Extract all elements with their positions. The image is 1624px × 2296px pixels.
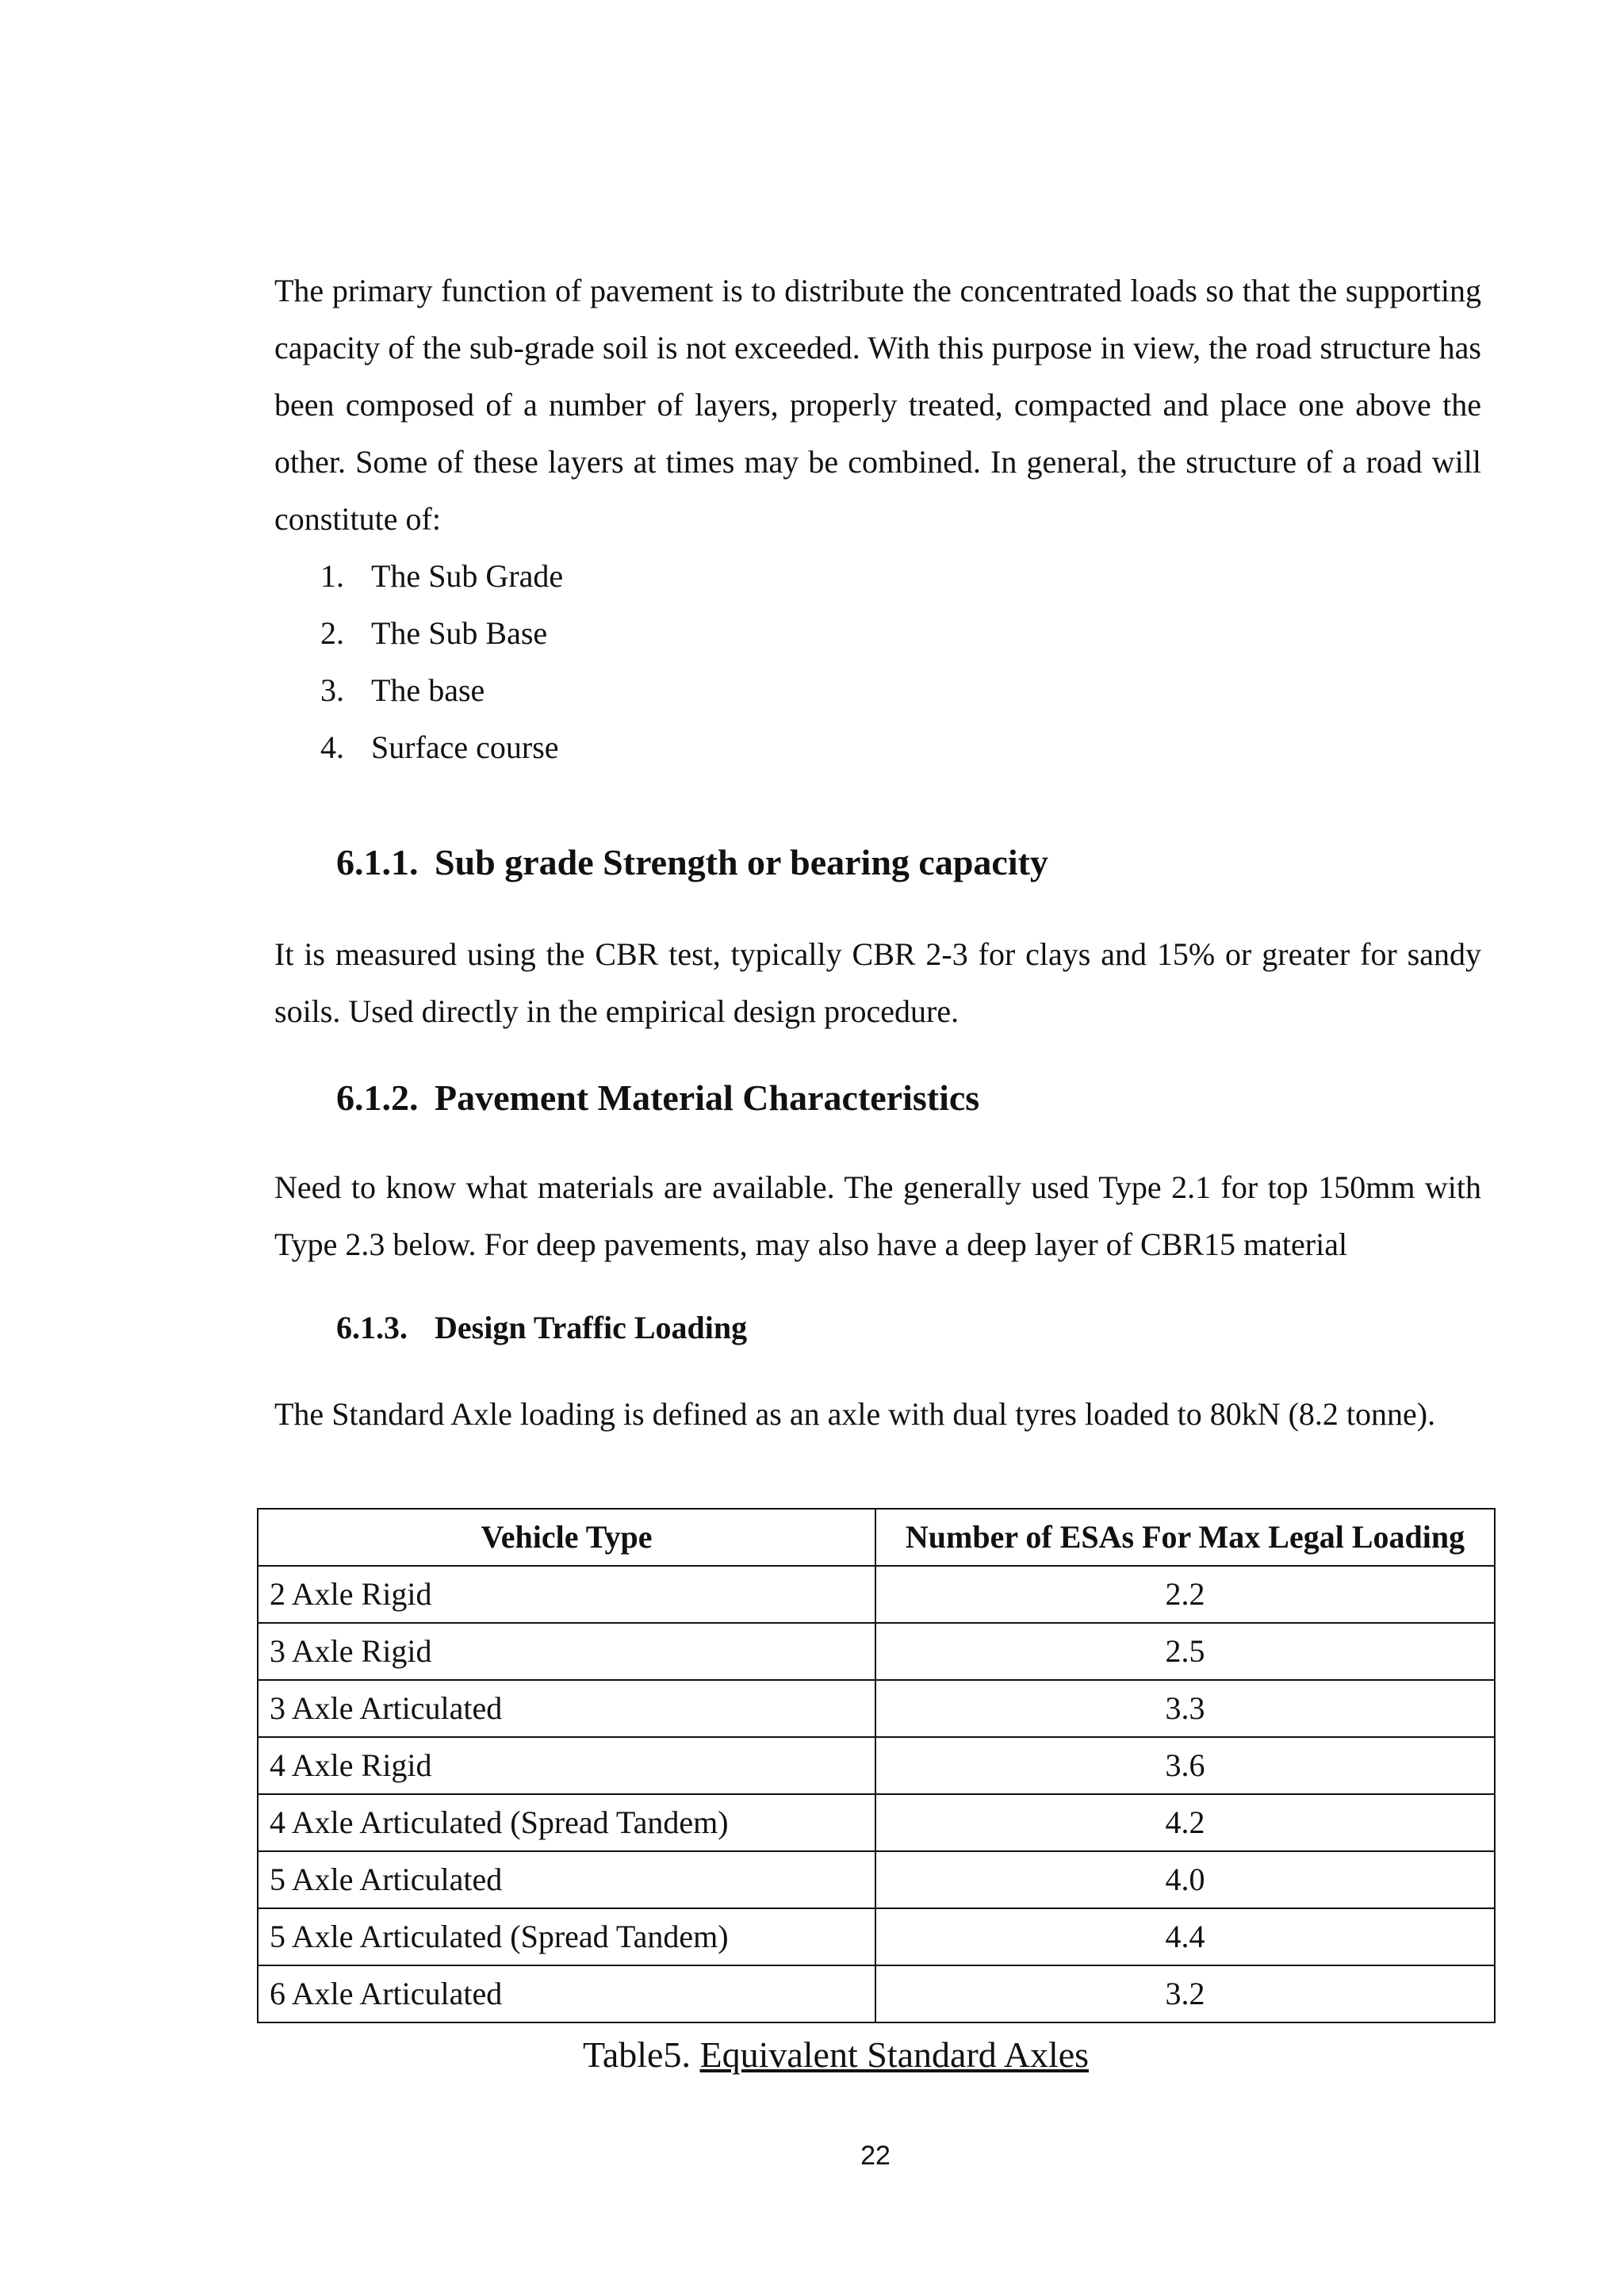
- esa-value-cell: 3.6: [875, 1737, 1495, 1794]
- caption-prefix: Table5.: [582, 2034, 691, 2075]
- list-item: [320, 605, 563, 662]
- vehicle-type-cell: 4 Axle Articulated (Spread Tandem): [258, 1794, 875, 1851]
- esa-table: [257, 1508, 1496, 2023]
- section-number: 6.1.3.: [336, 1310, 408, 1345]
- esa-value-cell: 3.3: [875, 1680, 1495, 1737]
- list-item-number: 1.: [320, 558, 344, 594]
- esa-value-cell: 2.5: [875, 1623, 1495, 1680]
- caption-title: Equivalent Standard Axles: [699, 2034, 1090, 2075]
- list-item-number: 4.: [320, 729, 344, 765]
- vehicle-type-cell: 2 Axle Rigid: [258, 1566, 875, 1623]
- header-vehicle-type: Vehicle Type: [258, 1509, 875, 1566]
- section-heading-6-1-3: [336, 1306, 747, 1350]
- page-number: 22: [860, 2141, 891, 2171]
- section-title: Design Traffic Loading: [435, 1310, 748, 1345]
- list-item: [320, 548, 563, 605]
- table-row: [258, 1965, 1495, 2022]
- section-title: Pavement Material Characteristics: [435, 1077, 980, 1118]
- section-6-1-3-paragraph: The Standard Axle loading is defined as an axle with dual tyres loaded to 80kN (8.2 tonne).: [274, 1396, 1436, 1432]
- list-item: [320, 719, 563, 776]
- esa-value-cell: 4.2: [875, 1794, 1495, 1851]
- table-row: [258, 1851, 1495, 1908]
- header-esa-count: Number of ESAs For Max Legal Loading: [875, 1509, 1495, 1566]
- table-header-row: [258, 1509, 1495, 1566]
- section-6-1-1-paragraph: It is measured using the CBR test, typically CBR 2-3 for clays and 15% or greater for sandy soils. Used directly in the empirical design procedure.: [274, 936, 1481, 1029]
- intro-paragraph: The primary function of pavement is to distribute the concentrated loads so that the supporting capacity of the sub-grade soil is not exceeded. With this purpose in view, the road structure has been composed of a number of layers, properly treated, compacted and place one above the other. Some of these layers at times may be combined. In general, the structure of a road will constitute of:: [274, 273, 1481, 537]
- table-caption: [0, 2030, 1624, 2080]
- section-heading-6-1-2: [336, 1074, 979, 1122]
- vehicle-type-cell: 6 Axle Articulated: [258, 1965, 875, 2022]
- section-number: 6.1.2.: [336, 1077, 419, 1118]
- table-row: [258, 1737, 1495, 1794]
- list-item-label: The Sub Grade: [371, 558, 564, 594]
- list-item-number: 3.: [320, 672, 344, 708]
- vehicle-type-cell: 4 Axle Rigid: [258, 1737, 875, 1794]
- section-title: Sub grade Strength or bearing capacity: [435, 842, 1048, 882]
- section-number: 6.1.1.: [336, 842, 419, 882]
- table-row: [258, 1566, 1495, 1623]
- list-item-label: Surface course: [371, 729, 559, 765]
- layer-list: [320, 548, 563, 776]
- list-item-label: The base: [371, 672, 485, 708]
- esa-value-cell: 2.2: [875, 1566, 1495, 1623]
- esa-value-cell: 4.4: [875, 1908, 1495, 1965]
- table-row: [258, 1908, 1495, 1965]
- section-6-1-2-paragraph: Need to know what materials are available. The generally used Type 2.1 for top 150mm with Type 2.3 below. For deep pavements, may also have a deep layer of CBR15 material: [274, 1169, 1481, 1262]
- vehicle-type-cell: 3 Axle Articulated: [258, 1680, 875, 1737]
- table-row: [258, 1794, 1495, 1851]
- vehicle-type-cell: 5 Axle Articulated: [258, 1851, 875, 1908]
- table-row: [258, 1623, 1495, 1680]
- section-heading-6-1-1: [336, 839, 1048, 886]
- esa-value-cell: 4.0: [875, 1851, 1495, 1908]
- list-item-number: 2.: [320, 615, 344, 651]
- list-item: [320, 662, 563, 719]
- esa-value-cell: 3.2: [875, 1965, 1495, 2022]
- list-item-label: The Sub Base: [371, 615, 548, 651]
- table-row: [258, 1680, 1495, 1737]
- vehicle-type-cell: 5 Axle Articulated (Spread Tandem): [258, 1908, 875, 1965]
- vehicle-type-cell: 3 Axle Rigid: [258, 1623, 875, 1680]
